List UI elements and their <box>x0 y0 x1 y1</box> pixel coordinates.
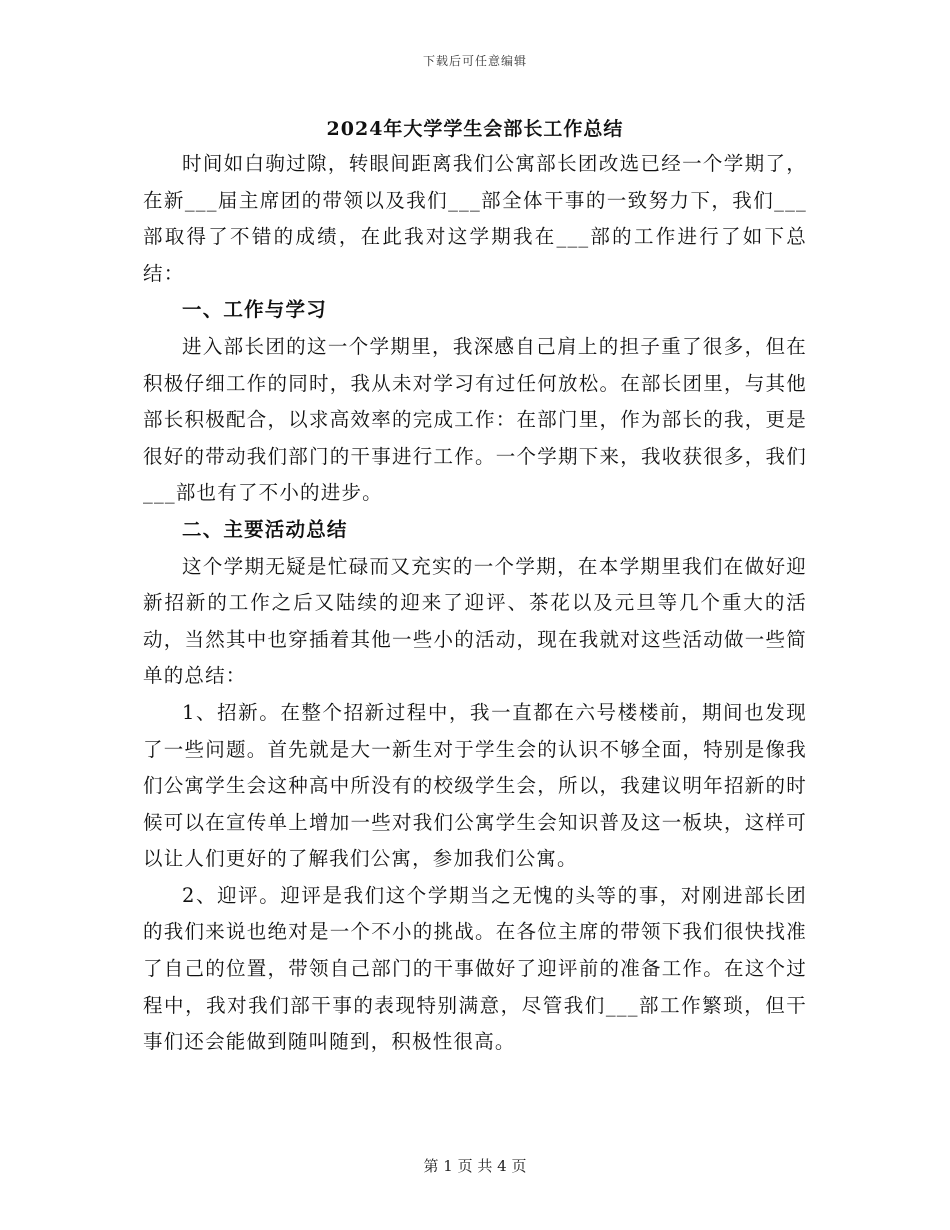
work-study-paragraph: 进入部长团的这一个学期里，我深感自己肩上的担子重了很多，但在积极仔细工作的同时，我从未对学习有过任何放松。在部长团里，与其他部长积极配合，以求高效率的完成工作：在部门里，作为部长的我，更是很好的带动我们部门的干事进行工作。一个学期下来，我收获很多，我们___部也有了不小的进步。 <box>143 334 807 505</box>
evaluation-paragraph: 2、迎评。迎评是我们这个学期当之无愧的头等的事，对刚进部长团的我们来说也绝对是一个不小的挑战。在各位主席的带领下我们很快找准了自己的位置，带领自己部门的干事做好了迎评前的准备工作。在这个过程中，我对我们部干事的表现特别满意，尽管我们___部工作繁琐，但干事们还会能做到随叫随到，积极性很高。 <box>143 883 807 1054</box>
recruitment-paragraph: 1、招新。在整个招新过程中，我一直都在六号楼楼前，期间也发现了一些问题。首先就是大一新生对于学生会的认识不够全面，特别是像我们公寓学生会这种高中所没有的校级学生会，所以，我建议明年招新的时候可以在宣传单上增加一些对我们公寓学生会知识普及这一板块，这样可以让人们更好的了解我们公寓，参加我们公寓。 <box>143 700 807 871</box>
activities-intro-paragraph: 这个学期无疑是忙碌而又充实的一个学期，在本学期里我们在做好迎新招新的工作之后又陆续的迎来了迎评、茶花以及元旦等几个重大的活动，当然其中也穿插着其他一些小的活动，现在我就对这些活动做一些简单的总结： <box>143 554 807 688</box>
header-note: 下载后可任意编辑 <box>422 54 527 68</box>
document-body <box>143 146 807 1061</box>
section-heading-activities: 二、主要活动总结 <box>182 517 348 541</box>
document-title: 2024年大学学生会部长工作总结 <box>326 118 624 140</box>
section-heading-work-study: 一、工作与学习 <box>182 298 327 322</box>
intro-paragraph: 时间如白驹过隙，转眼间距离我们公寓部长团改选已经一个学期了，在新___届主席团的带领以及我们___部全体干事的一致努力下，我们___部取得了不错的成绩，在此我对这学期我在___部的工作进行了如下总结： <box>143 152 807 285</box>
page-footer: 第 1 页 共 4 页 <box>423 1157 527 1175</box>
